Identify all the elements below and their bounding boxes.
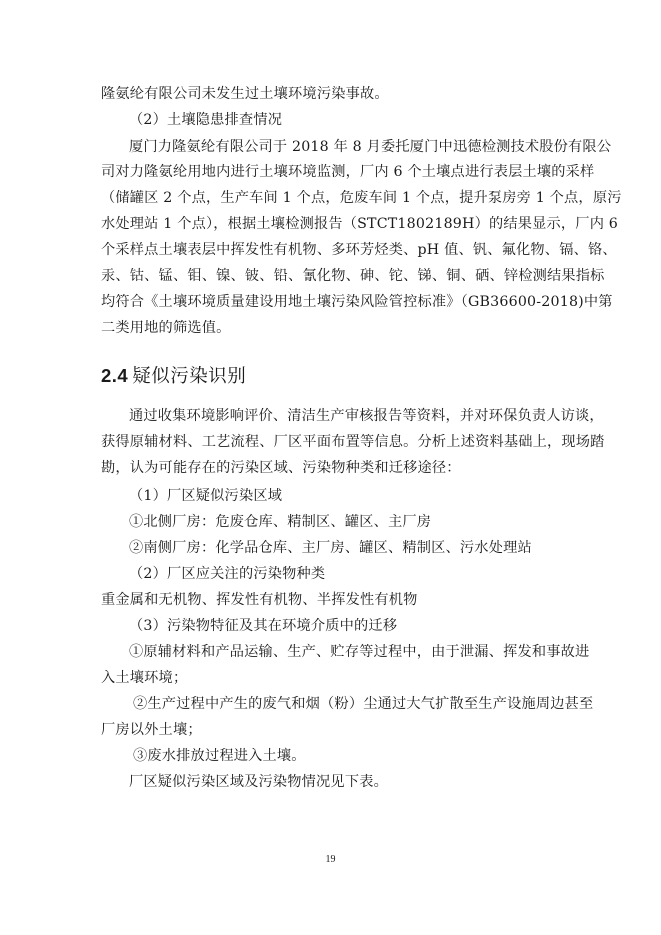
list-heading: （3）污染物特征及其在环境介质中的迁移 xyxy=(129,618,398,634)
section-heading xyxy=(101,364,246,389)
list-item: ①北侧厂房：危废仓库、精制区、罐区、主厂房 xyxy=(129,514,432,530)
list-item: ③废水排放过程进入土壤。 xyxy=(133,748,306,764)
list-item: ①原辅材料和产品运输、生产、贮存等过程中，由于泄漏、挥发和事故进 xyxy=(129,644,590,660)
paragraph-line: 水处理站 1 个点），根据土壤检测报告（STCT1802189H）的结果显示，厂内 6 xyxy=(101,216,619,232)
page-number: 19 xyxy=(325,854,336,865)
paragraph-line: 均符合《土壤环境质量建设用地土壤污染风险管控标准》（GB36600-2018)中第 xyxy=(101,294,613,310)
paragraph-line: 汞、钴、锰、钼、镍、铍、铅、氰化物、砷、铊、锑、铜、硒、锌检测结果指标 xyxy=(101,268,605,284)
paragraph-line: 勘，认为可能存在的污染区域、污染物种类和迁移途径： xyxy=(101,460,461,476)
section-number: 2.4 xyxy=(101,365,129,386)
paragraph-line: 个采样点土壤表层中挥发性有机物、多环芳烃类、pH 值、钒、氟化物、镉、铬、 xyxy=(101,242,617,258)
section-title: 疑似污染识别 xyxy=(132,366,247,387)
list-heading: （1）厂区疑似污染区域 xyxy=(129,488,283,504)
list-item: ②南侧厂房：化学品仓库、主厂房、罐区、精制区、污水处理站 xyxy=(129,540,532,556)
paragraph-line: 司对力隆氨纶用地内进行土壤环境监测，厂内 6 个土壤点进行表层土壤的采样 xyxy=(101,164,595,180)
paragraph-line: 厂区疑似污染区域及污染物情况见下表。 xyxy=(129,774,388,790)
paragraph-line: 厦门力隆氨纶有限公司于 2018 年 8 月委托厦门中迅德检测技术股份有限公 xyxy=(129,139,612,155)
paragraph-line: 通过收集环境影响评价、清洁生产审核报告等资料，并对环保负责人访谈， xyxy=(129,408,604,424)
paragraph-line: （储罐区 2 个点，生产车间 1 个点，危废车间 1 个点，提升泵房旁 1 个点，原污 xyxy=(101,190,622,206)
paragraph-line: 隆氨纶有限公司未发生过土壤环境污染事故。 xyxy=(101,86,389,102)
list-item: 重金属和无机物、挥发性有机物、半挥发性有机物 xyxy=(101,592,418,608)
list-item: ②生产过程中产生的废气和烟（粉）尘通过大气扩散至生产设施周边甚至 xyxy=(133,696,594,712)
list-item: 入土壤环境； xyxy=(101,670,188,686)
list-item: 厂房以外土壤； xyxy=(101,722,202,738)
list-heading: （2）厂区应关注的污染物种类 xyxy=(129,566,326,582)
paragraph-line: 获得原辅材料、工艺流程、厂区平面布置等信息。分析上述资料基础上，现场踏 xyxy=(101,434,605,450)
section-subtitle: （2）土壤隐患排查情况 xyxy=(129,112,283,128)
paragraph-line: 二类用地的筛选值。 xyxy=(101,320,231,336)
